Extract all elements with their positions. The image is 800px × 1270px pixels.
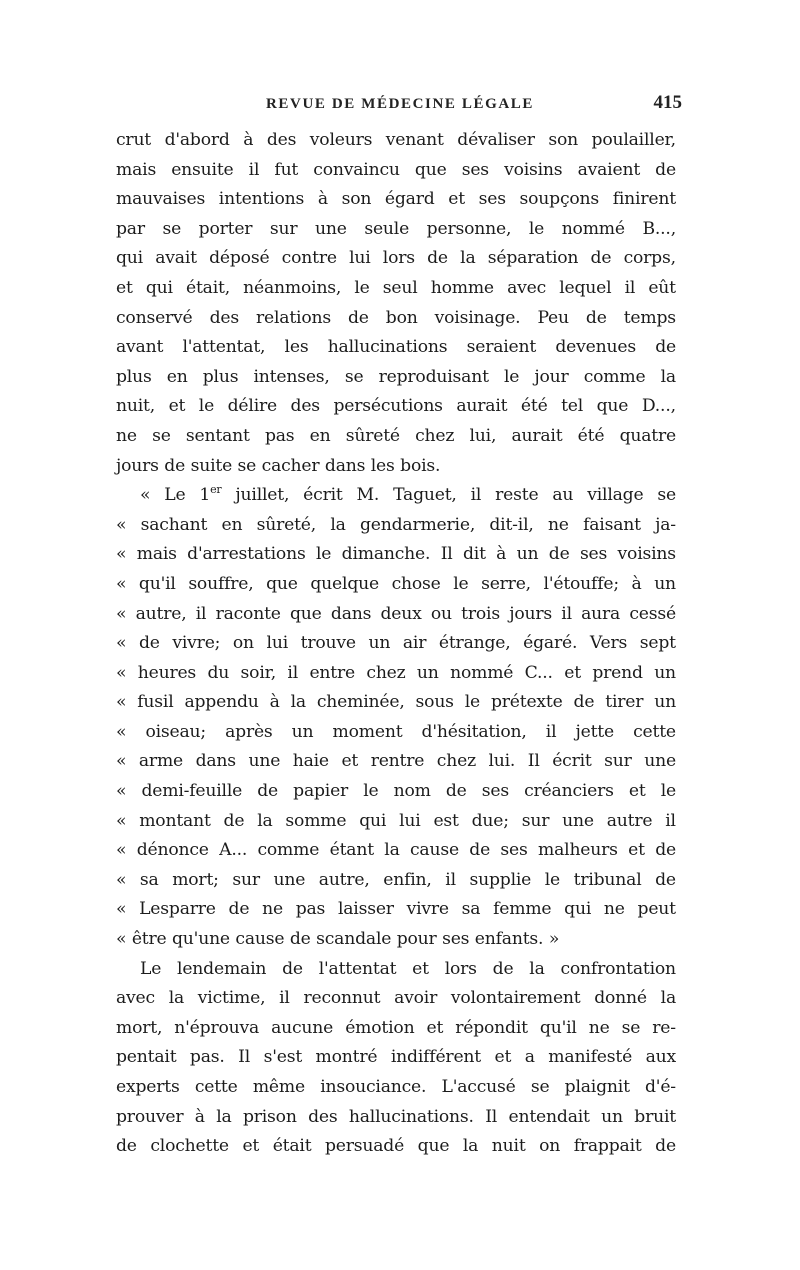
text-line: « dénonce A... comme étant la cause de ses malheurs et de — [116, 840, 676, 861]
running-head — [118, 92, 682, 122]
text-line: crut d'abord à des voleurs venant dévaliser son poulailler, — [116, 130, 676, 150]
paragraph — [116, 481, 676, 955]
text-line: qui avait déposé contre lui lors de la séparation de corps, — [116, 248, 676, 269]
text-line: « oiseau; après un moment d'hésitation, il jette cette — [116, 721, 676, 742]
text-line: de clochette et était persuadé que la nuit on frappait de — [116, 1136, 676, 1157]
text-line: experts cette même insouciance. L'accusé se plaignit d'é- — [116, 1077, 676, 1097]
paragraph — [116, 126, 676, 481]
text-line: et qui était, néanmoins, le seul homme avec lequel il eût — [116, 277, 676, 298]
text-line: « qu'il souffre, que quelque chose le serre, l'étouffe; à un — [116, 573, 676, 594]
body-text — [116, 126, 676, 1162]
text-line: Le lendemain de l'attentat et lors de la confrontation — [140, 958, 676, 979]
text-line: « montant de la somme qui lui est due; sur une autre il — [116, 810, 676, 831]
text-line: avant l'attentat, les hallucinations seraient devenues de — [116, 337, 676, 358]
text-line: plus en plus intenses, se reproduisant le jour comme la — [116, 366, 676, 387]
paragraph — [116, 955, 676, 1162]
text-line: « Le 1er juillet, écrit M. Taguet, il reste au village se — [140, 483, 676, 506]
text-line: « heures du soir, il entre chez un nommé C... et prend un — [116, 662, 676, 683]
text-line: prouver à la prison des hallucinations. Il entendait un bruit — [116, 1106, 676, 1127]
text-line: « Lesparre de ne pas laisser vivre sa femme qui ne peut — [116, 899, 676, 920]
text-line: pentait pas. Il s'est montré indifférent et a manifesté aux — [116, 1047, 676, 1068]
text-line: ne se sentant pas en sûreté chez lui, aurait été quatre — [116, 425, 676, 446]
text-line: « fusil appendu à la cheminée, sous le prétexte de tirer un — [116, 692, 676, 713]
text-line: nuit, et le délire des persécutions aurait été tel que D..., — [116, 396, 676, 417]
text-line: « être qu'une cause de scandale pour ses enfants. » — [116, 929, 560, 950]
text-line: « autre, il raconte que dans deux ou trois jours il aura cessé — [116, 603, 676, 624]
text-line: mort, n'éprouva aucune émotion et répondit qu'il ne se re- — [116, 1017, 676, 1038]
text-line: mauvaises intentions à son égard et ses soupçons finirent — [116, 189, 676, 210]
text-line: conservé des relations de bon voisinage. Peu de temps — [116, 307, 676, 328]
text-line: mais ensuite il fut convaincu que ses voisins avaient de — [116, 159, 676, 180]
text-line: « sachant en sûreté, la gendarmerie, dit-il, ne faisant ja- — [116, 514, 676, 535]
text-line: par se porter sur une seule personne, le nommé B..., — [116, 218, 676, 239]
text-line: « mais d'arrestations le dimanche. Il dit à un de ses voisins — [116, 544, 676, 565]
text-line: avec la victime, il reconnut avoir volontairement donné la — [116, 988, 676, 1009]
text-line: jours de suite se cacher dans les bois. — [116, 455, 441, 476]
running-title: REVUE DE MÉDECINE LÉGALE — [265, 96, 535, 112]
text-line: « sa mort; sur une autre, enfin, il supplie le tribunal de — [116, 869, 676, 890]
text-line: « demi-feuille de papier le nom de ses créanciers et le — [116, 781, 676, 802]
page-number: 415 — [653, 92, 682, 113]
text-line: « arme dans une haie et rentre chez lui. Il écrit sur une — [116, 751, 676, 772]
text-line: « de vivre; on lui trouve un air étrange, égaré. Vers sept — [116, 633, 676, 654]
